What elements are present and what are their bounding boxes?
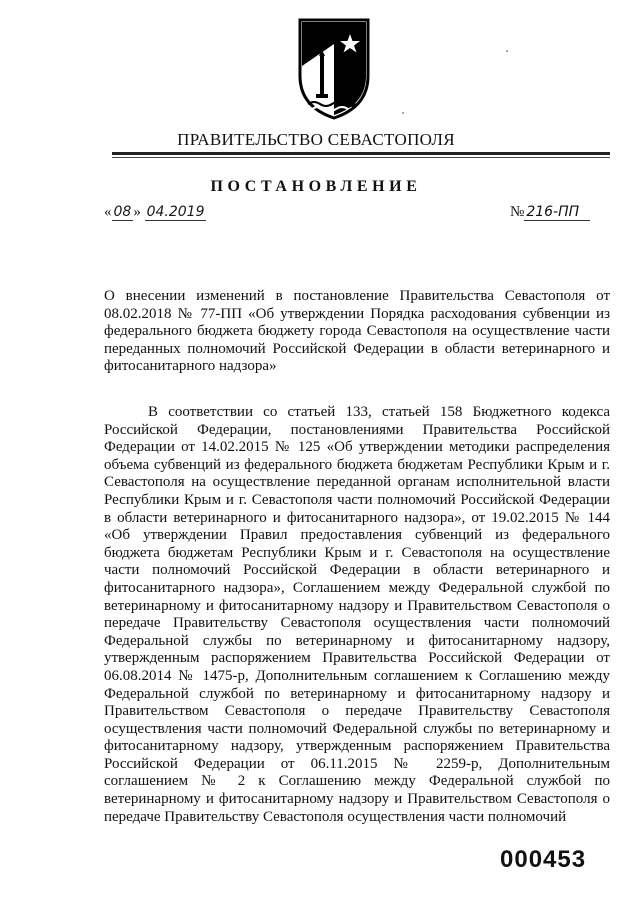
document-number — [510, 204, 590, 221]
sevastopol-coat-of-arms-icon — [294, 14, 374, 122]
date-month-year: 04.2019 — [146, 204, 205, 220]
number-value: 216-ПП — [524, 204, 590, 221]
scan-speck — [402, 112, 404, 114]
document-date — [104, 204, 206, 221]
document-type: ПОСТАНОВЛЕНИЕ — [210, 178, 422, 195]
document-body: В соответствии со статьей 133, статьей 158 Бюджетного кодекса Российской Федерации, постановлениями Правительства Российской Федерации от 14.02.2015 № 125 «Об утверждении методики распределения объема субвенций из федерального бюджета бюджетам Республики Крым и г. Севастополя на осуществление переданной органам исполнительной власти Республики Крым и г. Севастополя части полномочий Российской Федерации в области ветеринарного и фитосанитарного надзора», от 19.02.2015 № 144 «Об утверждении Правил предоставления субвенций из федерального бюджета бюджетам Республики Крым и г. Севастополя на осуществление части полномочий Российской Федерации в области ветеринарного и фитосанитарного надзора», Соглашением между Федеральной службой по ветеринарному и фитосанитарному надзору и Правительством Севастополя о передаче Правительству Севастополя осуществления части полномочий Федеральной службы по ветеринарному и фитосанитарному надзору, утвержденным распоряжением Правительства Российской Федерации от 06.08.2014 № 1475-р, Дополнительным соглашением к Соглашению между Федеральной службой по ветеринарному и фитосанитарному надзору и Правительством Севастополя о передаче Правительству Севастополя осуществления части полномочий Федеральной службы по ветеринарному и фитосанитарному надзору, утвержденным распоряжением Правительства Российской Федерации от 06.11.2015 № 2259-р, Дополнительным соглашением № 2 к Соглашению между Федеральной службой по ветеринарному и фитосанитарному надзору и Правительством Севастополя о передаче Правительству Севастополя осуществления части полномочий — [104, 404, 610, 825]
header-rule-thick — [112, 152, 610, 155]
date-open-quote: « — [104, 204, 112, 220]
date-close-quote: » — [133, 204, 141, 220]
scan-speck — [506, 50, 508, 52]
number-sign: № — [510, 204, 525, 220]
date-day: 08 — [113, 204, 132, 220]
government-title: ПРАВИТЕЛЬСТВО СЕВАСТОПОЛЯ — [177, 130, 455, 149]
document-subject: О внесении изменений в постановление Правительства Севастополя от 08.02.2018 № 77-ПП «Об утверждении Порядка расходования субвенции из федерального бюджета бюджету города Севастополя на осуществление части переданных полномочий Российской Федерации в области ветеринарного и фитосанитарного надзора» — [104, 288, 610, 375]
header-rule-thin — [112, 157, 610, 158]
serial-number: 000453 — [500, 846, 587, 873]
